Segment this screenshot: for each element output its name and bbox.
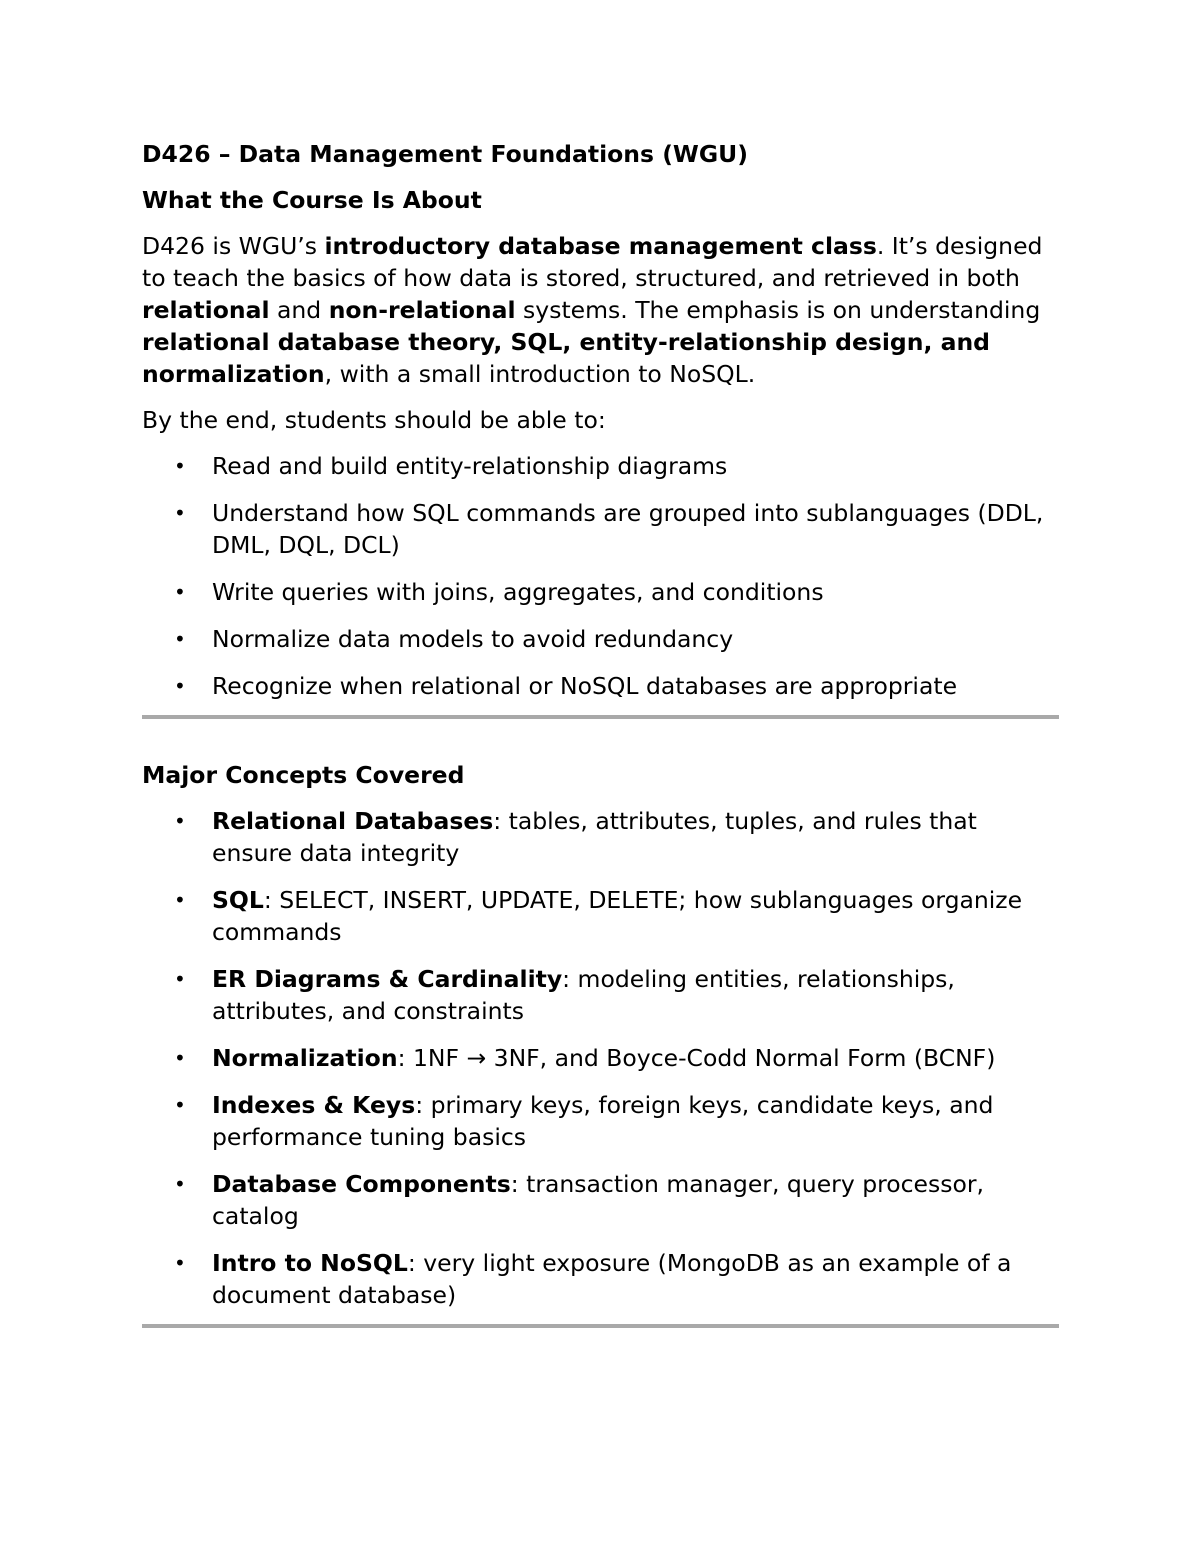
list-item [142, 670, 1062, 702]
intro-paragraph [142, 230, 1062, 390]
concept-term: SQL [212, 886, 264, 914]
intro-text-5: , with a small introduction to NoSQL. [324, 360, 756, 388]
intro-bold-4: relational database theory, SQL, entity-relationship design, and normalization [142, 328, 990, 388]
intro-text-3: and [269, 296, 329, 324]
bullet-icon: • [174, 1046, 186, 1070]
concept-desc: : transaction manager, query processor, catalog [212, 1170, 985, 1230]
list-item-text: Read and build entity-relationship diagrams [212, 452, 728, 480]
bullet-icon: • [174, 967, 186, 991]
list-item [142, 805, 1062, 869]
intro-text-2: . It’s designed to teach the basics of how data is stored, structured, and retrieved in both [142, 232, 1043, 292]
intro-text-4: systems. The emphasis is on understanding [515, 296, 1041, 324]
bullet-icon: • [174, 674, 186, 698]
concept-term: Indexes & Keys [212, 1091, 416, 1119]
horizontal-divider [142, 1324, 1059, 1328]
list-item [142, 450, 1062, 482]
concept-desc: : tables, attributes, tuples, and rules that ensure data integrity [212, 807, 977, 867]
bullet-icon: • [174, 454, 186, 478]
intro-text-1: D426 is WGU’s [142, 232, 325, 260]
horizontal-divider [142, 715, 1059, 719]
section-heading-course-about: What the Course Is About [142, 186, 482, 214]
intro-bold-1: introductory database management class [324, 232, 877, 260]
list-item [142, 1089, 1062, 1153]
bullet-icon: • [174, 809, 186, 833]
concept-desc: : primary keys, foreign keys, candidate keys, and performance tuning basics [212, 1091, 994, 1151]
list-item [142, 1168, 1062, 1232]
list-item-text: Recognize when relational or NoSQL databases are appropriate [212, 672, 958, 700]
concept-desc: : SELECT, INSERT, UPDATE, DELETE; how sublanguages organize commands [212, 886, 1023, 946]
document-title: D426 – Data Management Foundations (WGU) [142, 140, 748, 168]
list-item-text: Write queries with joins, aggregates, and conditions [212, 578, 824, 606]
bullet-icon: • [174, 501, 186, 525]
outcomes-lead: By the end, students should be able to: [142, 406, 606, 434]
outcomes-list [142, 450, 1062, 702]
concepts-list [142, 805, 1062, 1311]
concept-term: Normalization [212, 1044, 398, 1072]
concept-term: Database Components [212, 1170, 511, 1198]
list-item [142, 623, 1062, 655]
concept-term: Intro to NoSQL [212, 1249, 408, 1277]
bullet-icon: • [174, 1172, 186, 1196]
document-page [142, 138, 1062, 1328]
bullet-icon: • [174, 1251, 186, 1275]
list-item-text: Normalize data models to avoid redundancy [212, 625, 734, 653]
list-item [142, 884, 1062, 948]
list-item [142, 1247, 1062, 1311]
section-heading-major-concepts: Major Concepts Covered [142, 761, 465, 789]
intro-bold-3: non-relational [328, 296, 516, 324]
bullet-icon: • [174, 888, 186, 912]
list-item [142, 497, 1062, 561]
list-item [142, 963, 1062, 1027]
intro-bold-2: relational [142, 296, 270, 324]
list-item [142, 576, 1062, 608]
concept-desc: : 1NF → 3NF, and Boyce-Codd Normal Form (BCNF) [397, 1044, 996, 1072]
bullet-icon: • [174, 1093, 186, 1117]
concept-desc: : modeling entities, relationships, attributes, and constraints [212, 965, 955, 1025]
list-item-text: Understand how SQL commands are grouped into sublanguages (DDL, DML, DQL, DCL) [212, 499, 1044, 559]
concept-term: ER Diagrams & Cardinality [212, 965, 563, 993]
list-item [142, 1042, 1062, 1074]
concept-desc: : very light exposure (MongoDB as an example of a document database) [212, 1249, 1012, 1309]
concept-term: Relational Databases [212, 807, 494, 835]
bullet-icon: • [174, 627, 186, 651]
bullet-icon: • [174, 580, 186, 604]
